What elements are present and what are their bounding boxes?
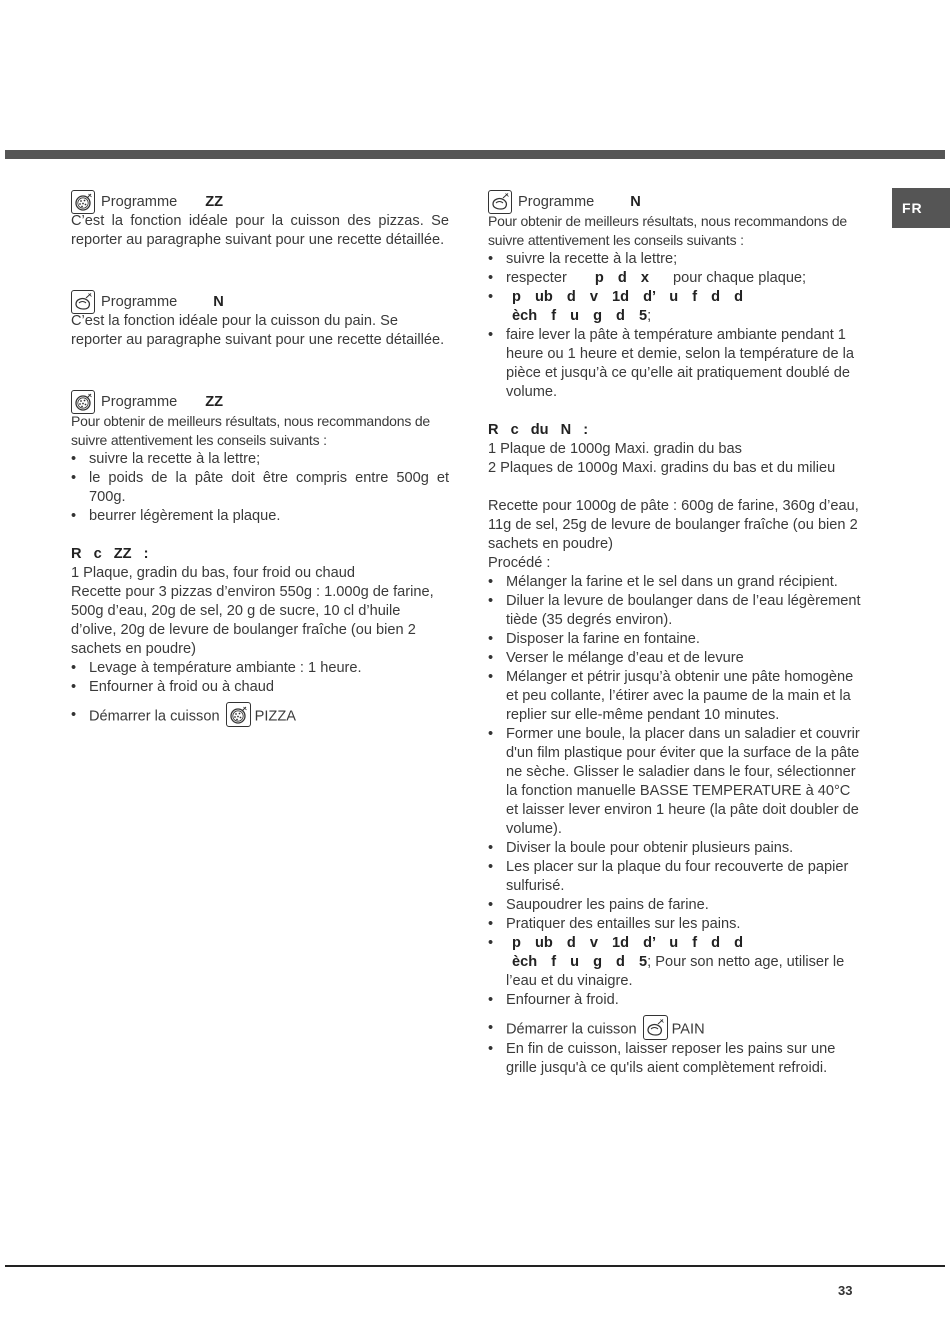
pizza-recipe-heading: R c ZZ : xyxy=(71,546,149,562)
list-item: • Verser le mélange d’eau et de levure xyxy=(488,649,863,668)
bread-recipe-text: Recette pour 1000g de pâte : 600g de farine, 360g d’eau, 11g de sel, 25g de levure de boulanger fraîche (ou bien 2 sachets en poudre) xyxy=(488,498,859,552)
tips-intro: Pour obtenir de meilleurs résultats, nous recommandons de suivre attentivement les conseils suivants : xyxy=(71,413,431,448)
text: ; Pour son netto age, utiliser le l’eau et du vinaigre. xyxy=(506,954,845,989)
list-item: • Levage à température ambiante : 1 heure. xyxy=(71,659,449,678)
program-code: ZZ xyxy=(205,193,224,210)
text: pour chaque plaque; xyxy=(673,270,807,286)
right-column xyxy=(488,188,863,1078)
page-number: 33 xyxy=(838,1283,853,1298)
start-label: Démarrer la cuisson xyxy=(89,708,220,725)
list-item: • Enfourner à froid. xyxy=(488,991,863,1010)
bread-icon xyxy=(488,190,512,214)
list-item: • Les placer sur la plaque du four recouverte de papier sulfurisé. xyxy=(488,858,863,896)
procedure-label: Procédé : xyxy=(488,555,551,571)
garbled-bold-text: • p ub d v 1d d’ u f d d xyxy=(512,289,744,305)
list-item: • beurrer légèrement la plaque. xyxy=(71,507,449,526)
program-label: Programme xyxy=(101,193,178,210)
program-label: Programme xyxy=(101,293,178,310)
program-code: N xyxy=(213,293,224,310)
list-item: • En fin de cuisson, laisser reposer les pains sur une grille jusqu'à ce qu'ils aient complètement refroidi. xyxy=(488,1040,863,1078)
list-item: • Enfourner à froid ou à chaud xyxy=(71,678,449,697)
list-item: • Mélanger et pétrir jusqu’à obtenir une pâte homogène et peu collante, l’étirer avec la paume de la main et la replier sur elle-même pendant 10 minutes. xyxy=(488,668,863,725)
garbled-bold-text: èch f u g d 5 xyxy=(512,308,648,324)
program-bread-description: C’est la fonction idéale pour la cuisson du pain. Se reporter au paragraphe suivant pour une recette détaillée. xyxy=(71,313,445,348)
program-label: Programme xyxy=(518,193,595,210)
program-code: ZZ xyxy=(205,393,224,410)
tips-list xyxy=(71,450,449,526)
list-item-start-pizza xyxy=(71,706,449,727)
bread-icon xyxy=(643,1015,668,1040)
list-item: • Pratiquer des entailles sur les pains. xyxy=(488,915,863,934)
list-item-start-bread xyxy=(488,1019,863,1040)
left-column xyxy=(71,188,449,727)
bread-recipe-line2: 2 Plaques de 1000g Maxi. gradins du bas et du milieu xyxy=(488,460,836,476)
start-label: Démarrer la cuisson xyxy=(506,1021,637,1038)
pizza-recipe-line1: 1 Plaque, gradin du bas, four froid ou chaud xyxy=(71,565,355,581)
list-item: • faire lever la pâte à température ambiante pendant 1 heure ou 1 heure et demie, selon la température de la pièce et jusqu’à ce qu’elle ait pratiquement doublé de volume. xyxy=(488,326,863,402)
list-item: • Saupoudrer les pains de farine. xyxy=(488,896,863,915)
pizza-icon xyxy=(226,702,251,727)
pizza-icon xyxy=(71,190,95,214)
program-code: N xyxy=(630,193,641,210)
garbled-bold-text: p d x xyxy=(594,270,649,286)
program-label: Programme xyxy=(101,393,178,410)
pizza-steps-list xyxy=(71,659,449,697)
text: respecter xyxy=(506,270,567,286)
tips-intro: Pour obtenir de meilleurs résultats, nous recommandons de suivre attentivement les conseils suivants : xyxy=(488,213,848,248)
list-item: • Mélanger la farine et le sel dans un grand récipient. xyxy=(488,573,863,592)
program-name: PAIN xyxy=(671,1021,705,1038)
text: ; xyxy=(647,308,652,324)
list-item xyxy=(488,288,863,326)
program-pizza-description: C’est la fonction idéale pour la cuisson des pizzas. Se reporter au paragraphe suivant pour une recette détaillée. xyxy=(71,213,449,248)
procedure-steps xyxy=(488,573,863,1010)
list-item: • suivre la recette à la lettre; xyxy=(71,450,449,469)
list-item: • suivre la recette à la lettre; xyxy=(488,250,863,269)
list-item: • Diluer la levure de boulanger dans de l’eau légèrement tiède (35 degrés environ). xyxy=(488,592,863,630)
garbled-bold-text: èch f u g d 5 xyxy=(512,954,648,970)
bread-icon xyxy=(71,290,95,314)
pizza-icon xyxy=(71,390,95,414)
language-tab: FR xyxy=(892,188,950,228)
list-item xyxy=(488,269,863,288)
list-item xyxy=(488,934,863,991)
header-bar xyxy=(5,150,945,159)
program-name: PIZZA xyxy=(254,708,296,725)
list-item: • Disposer la farine en fontaine. xyxy=(488,630,863,649)
footer-rule xyxy=(5,1265,945,1267)
list-item: • le poids de la pâte doit être compris entre 500g et 700g. xyxy=(71,469,449,507)
list-item: • Former une boule, la placer dans un saladier et couvrir d'un film plastique pour éviter que la surface de la pâte ne sèche. Glisser le saladier dans le four, sélectionner la fonction manuelle BASSE TEMPERATURE à 40°C et laisser lever environ 1 heure (la pâte doit doubler de volume). xyxy=(488,725,863,839)
list-item: • Diviser la boule pour obtenir plusieurs pains. xyxy=(488,839,863,858)
pizza-recipe-text: Recette pour 3 pizzas d’environ 550g : 1.000g de farine, 500g d’eau, 20g de sel, 20 g de sucre, 10 cl d’huile d’olive, 20g de levure de boulanger fraîche (ou bien 2 sachets en poudre) xyxy=(71,584,434,657)
garbled-bold-text: • p ub d v 1d d’ u f d d xyxy=(512,935,744,951)
bread-recipe-line1: 1 Plaque de 1000g Maxi. gradin du bas xyxy=(488,441,742,457)
bread-recipe-heading: R c du N : xyxy=(488,422,589,438)
tips-list xyxy=(488,250,863,402)
